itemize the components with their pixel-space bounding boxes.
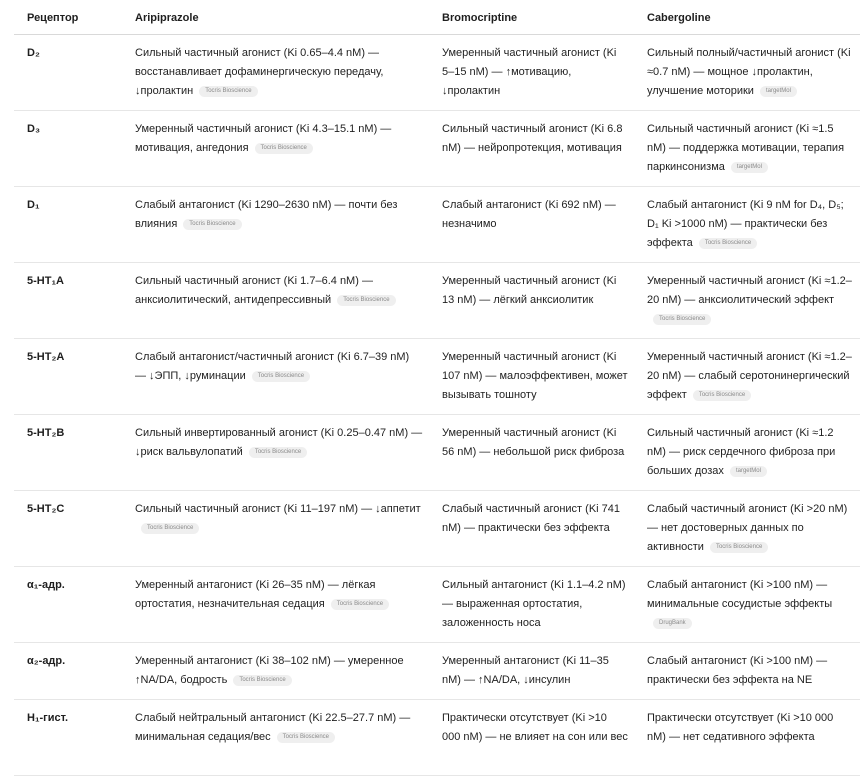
cell-text: Слабый антагонист (Ki >100 nM) — практически без эффекта на NE xyxy=(647,655,828,686)
cell-text: Умеренный частичный агонист (Ki ≈1.2–20 nM) — анксиолитический эффект xyxy=(647,275,852,306)
bromocriptine-cell xyxy=(429,35,634,111)
cell-text: Слабый антагонист (Ki 692 nM) — незначимо xyxy=(442,199,616,230)
cell-text: Сильный частичный агонист (Ki 1.7–6.4 nM) — анксиолитический, антидепрессивный xyxy=(135,275,373,306)
cell-text: Сильный частичный агонист (Ki 6.8 nM) — нейропротекция, мотивация xyxy=(442,123,623,154)
cell-text: Сильный полный/частичный агонист (Ki ≈0.7 nM) — мощное ↓пролактин, улучшение моторики xyxy=(647,47,851,97)
cell-text: Умеренный частичный агонист (Ki 5–15 nM) — ↑мотивацию, ↓пролактин xyxy=(442,47,617,97)
bromocriptine-cell xyxy=(429,415,634,491)
source-chip[interactable]: targetMol xyxy=(760,86,797,97)
table-row xyxy=(14,700,860,776)
cabergoline-cell xyxy=(634,567,860,643)
bromocriptine-cell xyxy=(429,111,634,187)
cabergoline-cell xyxy=(634,700,860,776)
aripiprazole-cell xyxy=(122,187,429,263)
source-chip[interactable]: Tocris Bioscience xyxy=(252,371,310,382)
receptor-name: 5-HT₂C xyxy=(14,491,122,567)
aripiprazole-cell xyxy=(122,111,429,187)
receptor-name: α₂-адр. xyxy=(14,643,122,700)
receptor-name: D₂ xyxy=(14,35,122,111)
cell-text: Сильный частичный агонист (Ki 11–197 nM) — ↓аппетит xyxy=(135,503,421,515)
cabergoline-cell xyxy=(634,35,860,111)
table-row xyxy=(14,263,860,339)
bromocriptine-cell xyxy=(429,567,634,643)
cell-text: Слабый антагонист (Ki 9 nM for D₄, D₅; D₁ Ki >1000 nM) — практически без эффекта xyxy=(647,199,844,249)
source-chip[interactable]: Tocris Bioscience xyxy=(255,143,313,154)
cell-text: Умеренный частичный агонист (Ki 13 nM) — лёгкий анксиолитик xyxy=(442,275,617,306)
table-row xyxy=(14,491,860,567)
source-chip[interactable]: targetMol xyxy=(731,162,768,173)
header-bromocriptine: Bromocriptine xyxy=(429,0,634,35)
aripiprazole-cell xyxy=(122,643,429,700)
table-row xyxy=(14,567,860,643)
header-receptor: Рецептор xyxy=(14,0,122,35)
receptor-name: 5-HT₂A xyxy=(14,339,122,415)
aripiprazole-cell xyxy=(122,700,429,776)
cell-text: Сильный частичный агонист (Ki ≈1.5 nM) — поддержка мотивации, терапия паркинсонизма xyxy=(647,123,845,173)
cell-text: Умеренный частичный агонист (Ki 107 nM) — малоэффективен, может вызывать тошноту xyxy=(442,351,628,401)
cell-text: Слабый антагонист (Ki >100 nM) — минимальные сосудистые эффекты xyxy=(647,579,833,610)
source-chip[interactable]: Tocris Bioscience xyxy=(710,542,768,553)
receptor-comparison-table xyxy=(14,0,860,776)
cell-text: Слабый антагонист (Ki 1290–2630 nM) — почти без влияния xyxy=(135,199,398,230)
aripiprazole-cell xyxy=(122,567,429,643)
aripiprazole-cell xyxy=(122,339,429,415)
bromocriptine-cell xyxy=(429,643,634,700)
cell-text: Умеренный антагонист (Ki 38–102 nM) — умеренное ↑NA/DA, бодрость xyxy=(135,655,404,686)
table-row xyxy=(14,339,860,415)
source-chip[interactable]: Tocris Bioscience xyxy=(653,314,711,325)
bromocriptine-cell xyxy=(429,700,634,776)
cabergoline-cell xyxy=(634,415,860,491)
table-row xyxy=(14,187,860,263)
cell-text: Слабый частичный агонист (Ki 741 nM) — практически без эффекта xyxy=(442,503,621,534)
cell-text: Сильный частичный агонист (Ki ≈1.2 nM) — риск сердечного фиброза при больших дозах xyxy=(647,427,836,477)
cell-text: Умеренный антагонист (Ki 11–35 nM) — ↑NA/DA, ↓инсулин xyxy=(442,655,609,686)
cell-text: Практически отсутствует (Ki >10 000 nM) — не влияет на сон или вес xyxy=(442,712,628,743)
receptor-name: D₁ xyxy=(14,187,122,263)
bromocriptine-cell xyxy=(429,263,634,339)
cabergoline-cell xyxy=(634,339,860,415)
table-header-row xyxy=(14,0,860,35)
source-chip[interactable]: Tocris Bioscience xyxy=(277,732,335,743)
cell-text: Сильный антагонист (Ki 1.1–4.2 nM) — выраженная ортостатия, заложенность носа xyxy=(442,579,626,629)
source-chip[interactable]: Tocris Bioscience xyxy=(233,675,291,686)
bromocriptine-cell xyxy=(429,339,634,415)
cell-text: Слабый частичный агонист (Ki >20 nM) — нет достоверных данных по активности xyxy=(647,503,848,553)
source-chip[interactable]: Tocris Bioscience xyxy=(699,238,757,249)
table-row xyxy=(14,415,860,491)
receptor-name: D₃ xyxy=(14,111,122,187)
source-chip[interactable]: Tocris Bioscience xyxy=(693,390,751,401)
cell-text: Сильный частичный агонист (Ki 0.65–4.4 nM) — восстанавливает дофаминергическую передачу, ↓пролактин xyxy=(135,47,384,97)
receptor-name: α₁-адр. xyxy=(14,567,122,643)
receptor-name: H₁-гист. xyxy=(14,700,122,776)
cell-text: Умеренный антагонист (Ki 26–35 nM) — лёгкая ортостатия, незначительная седация xyxy=(135,579,376,610)
source-chip[interactable]: Tocris Bioscience xyxy=(331,599,389,610)
cell-text: Слабый нейтральный антагонист (Ki 22.5–27.7 nM) — минимальная седация/вес xyxy=(135,712,411,743)
aripiprazole-cell xyxy=(122,491,429,567)
table-row xyxy=(14,35,860,111)
source-chip[interactable]: Tocris Bioscience xyxy=(141,523,199,534)
source-chip[interactable]: Tocris Bioscience xyxy=(183,219,241,230)
source-chip[interactable]: Tocris Bioscience xyxy=(249,447,307,458)
table-row xyxy=(14,111,860,187)
cell-text: Слабый антагонист/частичный агонист (Ki 6.7–39 nM) — ↓ЭПП, ↓руминации xyxy=(135,351,410,382)
header-aripiprazole: Aripiprazole xyxy=(122,0,429,35)
source-chip[interactable]: targetMol xyxy=(730,466,767,477)
cell-text: Сильный инвертированный агонист (Ki 0.25–0.47 nM) — ↓риск вальвулопатий xyxy=(135,427,423,458)
table-row xyxy=(14,643,860,700)
source-chip[interactable]: Tocris Bioscience xyxy=(337,295,395,306)
bromocriptine-cell xyxy=(429,491,634,567)
receptor-name: 5-HT₂B xyxy=(14,415,122,491)
cell-text: Практически отсутствует (Ki >10 000 nM) — нет седативного эффекта xyxy=(647,712,834,743)
cell-text: Умеренный частичный агонист (Ki 56 nM) — небольшой риск фиброза xyxy=(442,427,625,458)
header-cabergoline: Cabergoline xyxy=(634,0,860,35)
cabergoline-cell xyxy=(634,643,860,700)
aripiprazole-cell xyxy=(122,35,429,111)
cabergoline-cell xyxy=(634,187,860,263)
receptor-name: 5-HT₁A xyxy=(14,263,122,339)
aripiprazole-cell xyxy=(122,263,429,339)
bromocriptine-cell xyxy=(429,187,634,263)
cell-text: Умеренный частичный агонист (Ki ≈1.2–20 nM) — слабый серотонинергический эффект xyxy=(647,351,852,401)
cabergoline-cell xyxy=(634,111,860,187)
cabergoline-cell xyxy=(634,263,860,339)
cabergoline-cell xyxy=(634,491,860,567)
source-chip[interactable]: Tocris Bioscience xyxy=(199,86,257,97)
aripiprazole-cell xyxy=(122,415,429,491)
source-chip[interactable]: DrugBank xyxy=(653,618,692,629)
cell-text: Умеренный частичный агонист (Ki 4.3–15.1 nM) — мотивация, ангедония xyxy=(135,123,392,154)
